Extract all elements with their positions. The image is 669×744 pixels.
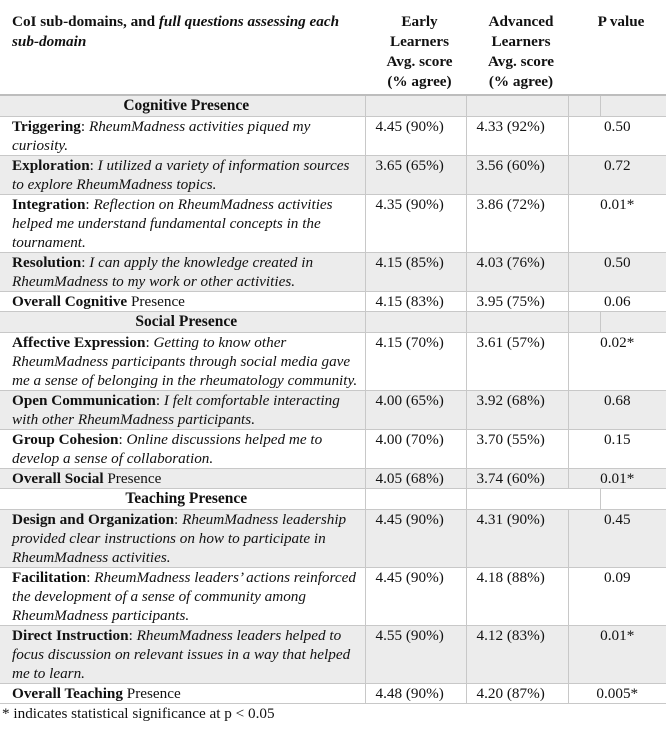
overall-label: Overall Cognitive Presence — [0, 292, 365, 312]
early-score: 4.15 (70%) — [365, 333, 466, 391]
early-score: 4.15 (83%) — [365, 292, 466, 312]
p-value: 0.02* — [568, 333, 666, 391]
p-value: 0.01* — [568, 626, 666, 684]
advanced-score: 3.61 (57%) — [466, 333, 568, 391]
p-value: 0.01* — [568, 195, 666, 253]
advanced-score: 3.56 (60%) — [466, 156, 568, 195]
table-row — [0, 333, 666, 391]
table-row — [0, 391, 666, 430]
advanced-score: 3.86 (72%) — [466, 195, 568, 253]
p-value: 0.01* — [568, 469, 666, 489]
p-value: 0.68 — [568, 391, 666, 430]
early-score: 3.65 (65%) — [365, 156, 466, 195]
overall-label: Overall Teaching Presence — [0, 684, 365, 704]
subdomain-cell: Open Communication: I felt comfortable interacting with other RheumMadness participants. — [0, 391, 365, 430]
subdomain-cell: Group Cohesion: Online discussions helped me to develop a sense of collaboration. — [0, 430, 365, 469]
subdomain-cell: Resolution: I can apply the knowledge created in RheumMadness to my work or other activities. — [0, 253, 365, 292]
early-score: 4.00 (70%) — [365, 430, 466, 469]
advanced-score: 3.95 (75%) — [466, 292, 568, 312]
header-advanced-learners: Advanced Learners Avg. score (% agree) — [466, 0, 568, 95]
table-row — [0, 253, 666, 292]
table-header-row — [0, 0, 666, 95]
subdomain-cell: Direct Instruction: RheumMadness leaders helped to focus discussion on relevant issues in a way that helped me to learn. — [0, 626, 365, 684]
early-score: 4.15 (85%) — [365, 253, 466, 292]
p-value: 0.09 — [568, 568, 666, 626]
section-title: Social Presence — [0, 312, 365, 333]
section-title: Teaching Presence — [0, 489, 365, 510]
p-value: 0.72 — [568, 156, 666, 195]
header-subdomains: CoI sub-domains, and full questions assessing each sub-domain — [0, 0, 365, 95]
early-score: 4.45 (90%) — [365, 568, 466, 626]
p-value: 0.15 — [568, 430, 666, 469]
subdomain-cell: Exploration: I utilized a variety of information sources to explore RheumMadness topics. — [0, 156, 365, 195]
section-header-cognitive — [0, 95, 666, 117]
early-score: 4.48 (90%) — [365, 684, 466, 704]
early-score: 4.45 (90%) — [365, 117, 466, 156]
section-title: Cognitive Presence — [0, 95, 365, 117]
significance-footnote: * indicates statistical significance at p < 0.05 — [2, 705, 275, 722]
table-row — [0, 156, 666, 195]
early-score: 4.35 (90%) — [365, 195, 466, 253]
table-row — [0, 510, 666, 568]
table-row — [0, 117, 666, 156]
advanced-score: 3.70 (55%) — [466, 430, 568, 469]
advanced-score: 4.18 (88%) — [466, 568, 568, 626]
subdomain-cell: Triggering: RheumMadness activities piqued my curiosity. — [0, 117, 365, 156]
subdomain-cell: Integration: Reflection on RheumMadness activities helped me understand fundamental concepts in the tournament. — [0, 195, 365, 253]
section-header-teaching — [0, 489, 666, 510]
section-header-social — [0, 312, 666, 333]
advanced-score: 4.31 (90%) — [466, 510, 568, 568]
subdomain-cell: Facilitation: RheumMadness leaders’ actions reinforced the development of a sense of community among RheumMadness participants. — [0, 568, 365, 626]
early-score: 4.55 (90%) — [365, 626, 466, 684]
advanced-score: 4.12 (83%) — [466, 626, 568, 684]
table-row — [0, 626, 666, 684]
p-value: 0.06 — [568, 292, 666, 312]
advanced-score: 4.33 (92%) — [466, 117, 568, 156]
subdomain-cell: Affective Expression: Getting to know other RheumMadness participants through social media gave me a sense of belonging in the rheumatology community. — [0, 333, 365, 391]
early-score: 4.00 (65%) — [365, 391, 466, 430]
early-score: 4.45 (90%) — [365, 510, 466, 568]
table-row — [0, 568, 666, 626]
overall-row-cognitive — [0, 292, 666, 312]
p-value: 0.45 — [568, 510, 666, 568]
advanced-score: 4.20 (87%) — [466, 684, 568, 704]
overall-row-teaching — [0, 684, 666, 704]
overall-row-social — [0, 469, 666, 489]
p-value: 0.005* — [568, 684, 666, 704]
header-early-learners: Early Learners Avg. score (% agree) — [365, 0, 466, 95]
p-value: 0.50 — [568, 253, 666, 292]
table-row — [0, 195, 666, 253]
p-value: 0.50 — [568, 117, 666, 156]
table-row — [0, 430, 666, 469]
advanced-score: 3.92 (68%) — [466, 391, 568, 430]
advanced-score: 4.03 (76%) — [466, 253, 568, 292]
subdomain-cell: Design and Organization: RheumMadness leadership provided clear instructions on how to participate in RheumMadness activities. — [0, 510, 365, 568]
early-score: 4.05 (68%) — [365, 469, 466, 489]
overall-label: Overall Social Presence — [0, 469, 365, 489]
advanced-score: 3.74 (60%) — [466, 469, 568, 489]
header-p-value: P value — [568, 0, 666, 95]
